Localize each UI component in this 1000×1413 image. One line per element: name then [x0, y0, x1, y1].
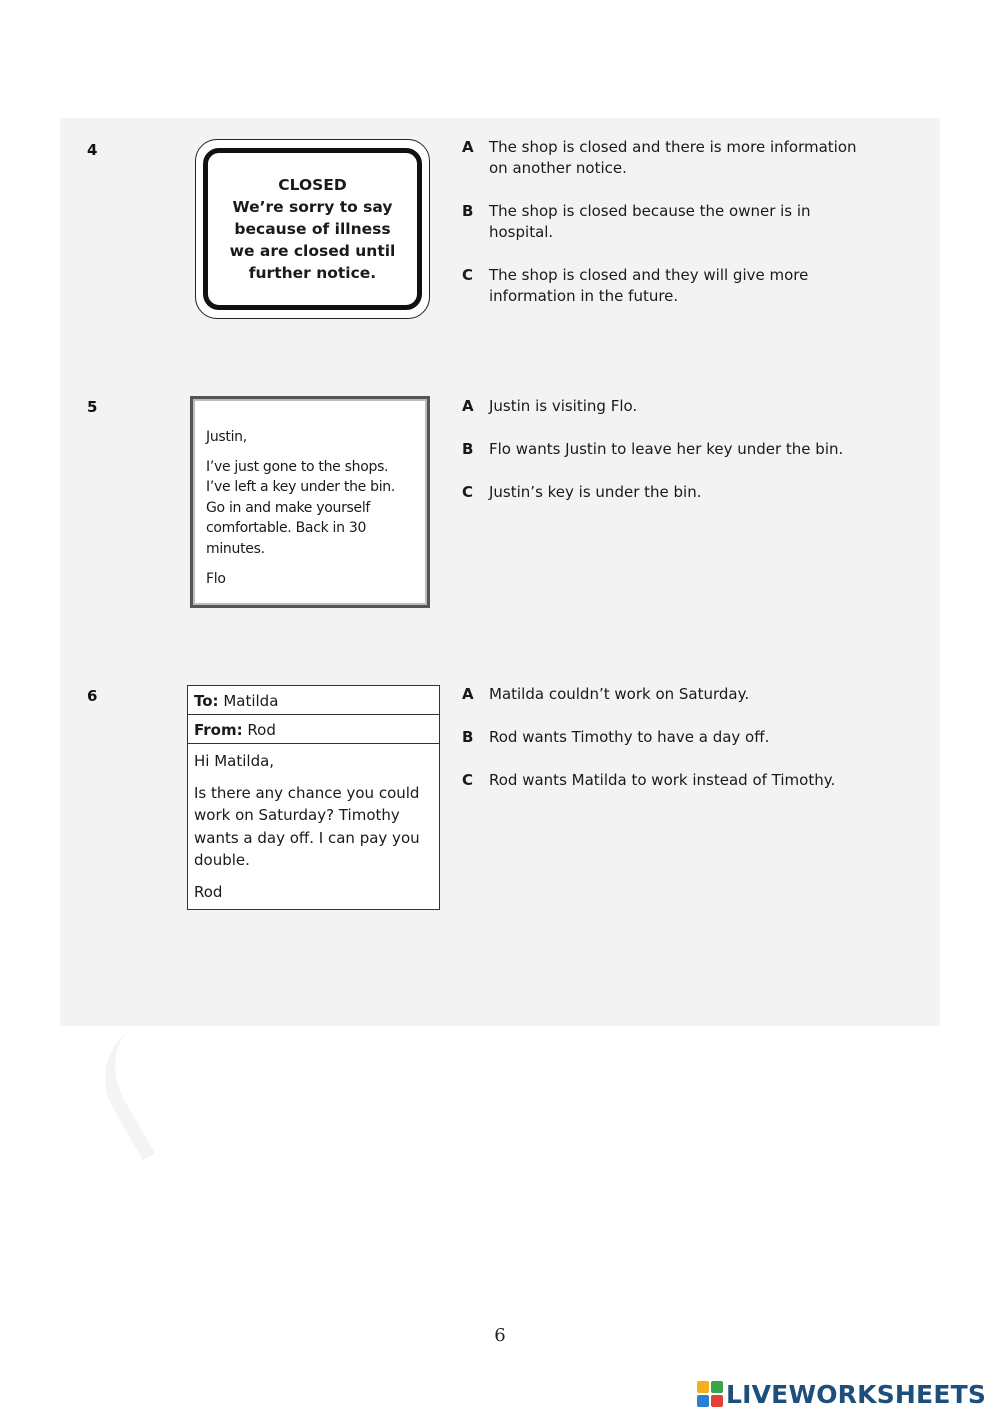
email-text: Is there any chance you could work on Saturday? Timothy wants a day off. I can pay you double.	[194, 783, 420, 869]
option-a[interactable]	[462, 684, 909, 705]
option-text: Justin is visiting Flo.	[489, 397, 638, 415]
note-body: I’ve just gone to the shops. I’ve left a key under the bin. Go in and make yourself comfortable. Back in 30 minutes.	[206, 458, 396, 557]
logo-square	[711, 1381, 723, 1393]
email-to-value: Matilda	[223, 692, 279, 710]
liveworksheets-logo-icon	[697, 1381, 723, 1407]
question-4-number: 4	[87, 141, 98, 159]
logo-square	[697, 1381, 709, 1393]
option-letter: B	[462, 202, 474, 220]
sign-line: We’re sorry to say	[232, 198, 393, 216]
sign-line: further notice.	[248, 264, 377, 282]
sign-line: we are closed until	[229, 242, 396, 260]
option-c[interactable]	[462, 265, 879, 307]
option-text: The shop is closed and they will give more information in the future.	[489, 266, 809, 305]
option-letter: C	[462, 771, 474, 789]
option-a[interactable]	[462, 137, 879, 179]
option-letter: B	[462, 728, 474, 746]
logo-square	[697, 1395, 709, 1407]
email-to-label: To:	[194, 692, 219, 710]
handwritten-note	[190, 396, 430, 608]
option-text: The shop is closed because the owner is in hospital.	[489, 202, 811, 241]
brand-name: LIVEWORKSHEETS	[726, 1379, 987, 1409]
option-c[interactable]	[462, 770, 909, 791]
closed-sign-text	[203, 148, 422, 310]
email-from-row	[188, 715, 439, 744]
sign-line: because of illness	[234, 220, 391, 238]
option-letter: A	[462, 397, 474, 415]
email-from-label: From:	[194, 721, 243, 739]
closed-sign	[195, 139, 430, 319]
option-b[interactable]	[462, 727, 909, 748]
option-text: Rod wants Timothy to have a day off.	[489, 728, 770, 746]
email-message	[187, 685, 440, 910]
email-signature: Rod	[194, 882, 223, 901]
email-greeting: Hi Matilda,	[194, 752, 275, 770]
page-number: 6	[494, 1325, 506, 1346]
email-body	[188, 744, 439, 903]
option-b[interactable]	[462, 201, 879, 243]
liveworksheets-logo[interactable]	[697, 1378, 986, 1410]
option-a[interactable]	[462, 396, 909, 417]
question-5-number: 5	[87, 398, 98, 416]
email-from-value: Rod	[247, 721, 276, 739]
option-letter: B	[462, 440, 474, 458]
logo-square	[711, 1395, 723, 1407]
option-text: Matilda couldn’t work on Saturday.	[489, 685, 750, 703]
question-6-options	[462, 684, 909, 813]
sign-line: CLOSED	[278, 176, 347, 194]
option-letter: A	[462, 685, 474, 703]
note-greeting: Justin,	[206, 429, 247, 445]
option-letter: A	[462, 138, 474, 156]
email-to-row	[188, 686, 439, 715]
option-c[interactable]	[462, 482, 909, 503]
question-4-options	[462, 137, 879, 329]
question-6-number: 6	[87, 687, 98, 705]
question-5-options	[462, 396, 909, 525]
option-b[interactable]	[462, 439, 909, 460]
option-letter: C	[462, 483, 474, 501]
option-text: The shop is closed and there is more information on another notice.	[489, 138, 857, 177]
option-text: Justin’s key is under the bin.	[489, 483, 702, 501]
option-text: Flo wants Justin to leave her key under the bin.	[489, 440, 844, 458]
option-letter: C	[462, 266, 474, 284]
option-text: Rod wants Matilda to work instead of Timothy.	[489, 771, 836, 789]
note-signature: Flo	[206, 571, 226, 587]
